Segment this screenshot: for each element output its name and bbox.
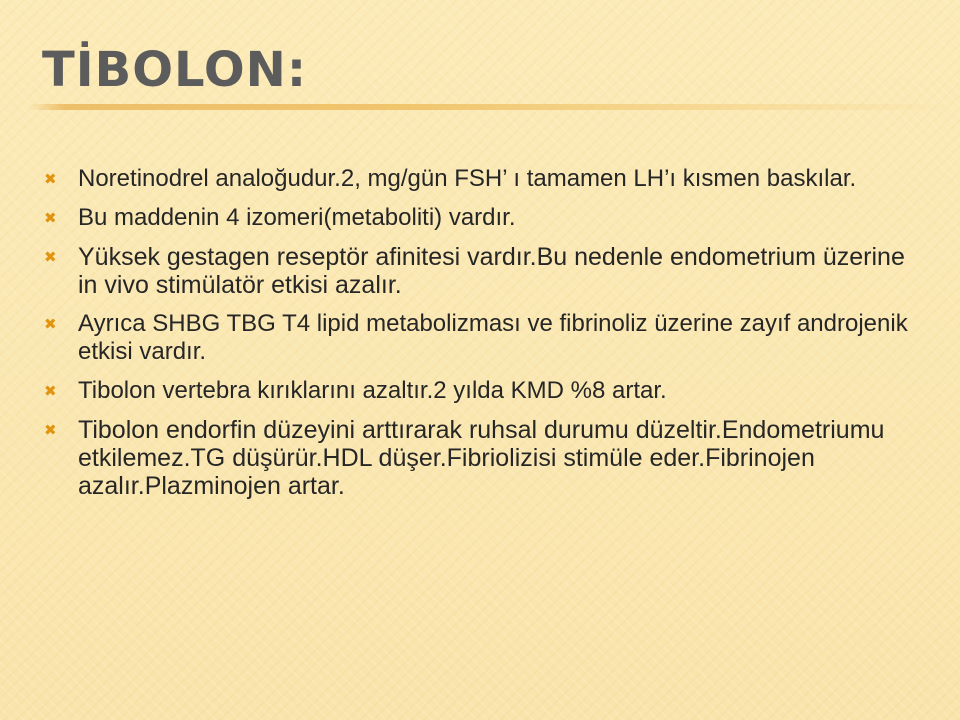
x-mark-icon: ✖ xyxy=(44,383,57,400)
x-mark-icon: ✖ xyxy=(44,316,57,333)
bullet-text: Bu maddenin 4 izomeri(metaboliti) vardır. xyxy=(78,204,516,231)
bullet-text: Tibolon endorfin düzeyini arttırarak ruhsal durumu düzeltir.Endometriumu etkilemez.TG düşürür.HDL düşer.Fibriolizisi stimüle eder.Fibrinojen azalır.Plazminojen artar. xyxy=(78,416,885,500)
bullet-item xyxy=(44,165,924,193)
bullet-text: Tibolon vertebra kırıklarını azaltır.2 yılda KMD %8 artar. xyxy=(78,377,667,404)
bullet-item xyxy=(44,377,924,405)
bullet-text: Yüksek gestagen reseptör afinitesi vardır.Bu nedenle endometrium üzerine in vivo stimülatör etkisi azalır. xyxy=(78,243,905,299)
bullet-item xyxy=(44,416,924,500)
x-mark-icon: ✖ xyxy=(44,249,57,266)
bullet-text: Ayrıca SHBG TBG T4 lipid metabolizması ve fibrinoliz üzerine zayıf androjenik etkisi vardır. xyxy=(78,310,908,365)
x-mark-icon: ✖ xyxy=(44,422,57,439)
bullet-item xyxy=(44,243,924,299)
bullet-list xyxy=(44,165,924,500)
bullet-item xyxy=(44,310,924,366)
slide-content xyxy=(44,165,924,511)
bullet-item xyxy=(44,204,924,232)
bullet-text: Noretinodrel analoğudur.2, mg/gün FSH’ ı tamamen LH’ı kısmen baskılar. xyxy=(78,165,857,192)
title-underline xyxy=(28,104,960,110)
x-mark-icon: ✖ xyxy=(44,210,57,227)
slide-title: TİBOLON: xyxy=(42,42,308,98)
x-mark-icon: ✖ xyxy=(44,171,57,188)
